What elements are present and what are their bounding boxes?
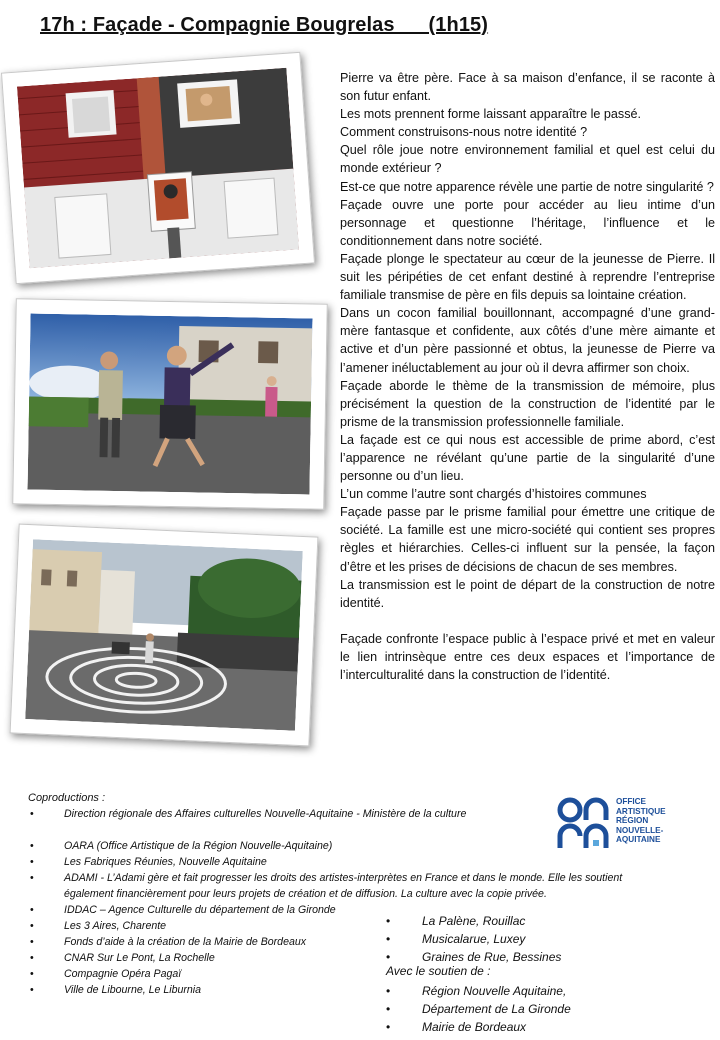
list-item: • Musicalarue, Luxey	[386, 930, 706, 948]
paragraph: Comment construisons-nous notre identité ?	[340, 125, 588, 140]
paragraph: Façade aborde le thème de la transmission de mémoire, plus précisément la question de la construction de l’identité par le prisme de la transmission professionnelle familiale.	[340, 378, 715, 429]
paragraph: Pierre va être père. Face à sa maison d’enfance, il se raconte à son futur enfant.	[340, 71, 715, 104]
soutiens-list	[386, 982, 706, 1036]
paragraph: Façade ouvre une porte pour accéder au lieu intime d’un personnage et questionne l’héritage, l’influence et le conditionnement dans notre société.	[340, 197, 715, 248]
list-item: • Les Fabriques Réunies, Nouvelle Aquitaine	[30, 854, 658, 870]
coproductions-heading: Coproductions :	[28, 792, 106, 804]
list-item: • Ville de Libourne, Le Liburnia	[30, 982, 658, 998]
street-performance-photo	[10, 524, 319, 747]
paragraph: La façade est ce qui nous est accessible de prime abord, c’est l’apparence ne révélant qu’une partie de la singularité d’une personne ou d’un lieu.	[340, 432, 715, 484]
dancing-couple-photo	[12, 298, 328, 509]
list-item: • Fonds d’aide à la création de la Mairie de Bordeaux	[30, 934, 658, 950]
list-item: • La Palène, Rouillac	[386, 912, 706, 930]
page-title: 17h : Façade - Compagnie Bougrelas (1h15)	[40, 14, 489, 36]
list-item: • Direction régionale des Affaires culturelles Nouvelle-Aquitaine - Ministère de la culture	[30, 806, 658, 822]
list-item: • Région Nouvelle Aquitaine,	[386, 982, 706, 1000]
house-facade-photo	[1, 52, 315, 284]
description-text	[340, 69, 715, 684]
paragraph: Façade passe par le prisme familial pour émettre une critique de société. La famille est une micro-société qui contient ses propres règles et hiérarchies. Celles-ci influent sur la pensée, la façon d’être et les prises de décisions de chacun de ses membres.	[340, 505, 715, 574]
list-item: • ADAMI - L’Adami gère et fait progresser les droits des artistes-interprètes en France et dans le monde. Elle les soutient également financièrement pour leurs projets de création et de diffusion. La culture avec la copie privée.	[30, 870, 658, 902]
list-item: • CNAR Sur Le Pont, La Rochelle	[30, 950, 658, 966]
coproductions-right-list	[386, 912, 706, 966]
soutien-heading: Avec le soutien de :	[386, 964, 491, 978]
paragraph: Quel rôle joue notre environnement familial et quel est celui du monde extérieur ?	[340, 143, 715, 176]
oara-logo-text: OFFICE ARTISTIQUE RÉGION NOUVELLE- AQUITAINE	[616, 797, 666, 845]
paragraph: Les mots prennent forme laissant apparaître le passé.	[340, 107, 642, 122]
list-item: • Les 3 Aires, Charente	[30, 918, 658, 934]
list-item: • Graines de Rue, Bessines	[386, 948, 706, 966]
list-item: • OARA (Office Artistique de la Région Nouvelle-Aquitaine)	[30, 838, 658, 854]
list-item: • IDDAC – Agence Culturelle du département de la Gironde	[30, 902, 658, 918]
paragraph: Façade confronte l’espace public à l’espace privé et met en valeur le lien intrinsèque entre ces deux espaces et l’importance de l’interculturalité dans la construction de l’identité.	[340, 631, 715, 682]
paragraph: Est-ce que notre apparence révèle une partie de notre singularité ?	[340, 179, 714, 194]
paragraph: Façade plonge le spectateur au cœur de la jeunesse de Pierre. Il suit les péripéties de cet enfant destiné à reprendre l’entreprise familiale transmise de père en fils depuis sa lointaine création.	[340, 251, 715, 303]
list-item: • Mairie de Bordeaux	[386, 1018, 706, 1036]
paragraph: La transmission est le point de départ de la construction de notre identité.	[340, 577, 715, 610]
paragraph: L’un comme l’autre sont chargés d’histoires communes	[340, 487, 647, 502]
paragraph: Dans un cocon familial bouillonnant, accompagné d’une grand-mère fantasque et confidente, aux côtés d’une mère aimante et active et d’un père passionné et obtus, la jeunesse de Pierre va l’amener inéluctablement au jour où il devra affirmer son choix.	[340, 306, 715, 375]
list-item: • Compagnie Opéra Pagaï	[30, 966, 658, 982]
list-item: • Département de La Gironde	[386, 1000, 706, 1018]
